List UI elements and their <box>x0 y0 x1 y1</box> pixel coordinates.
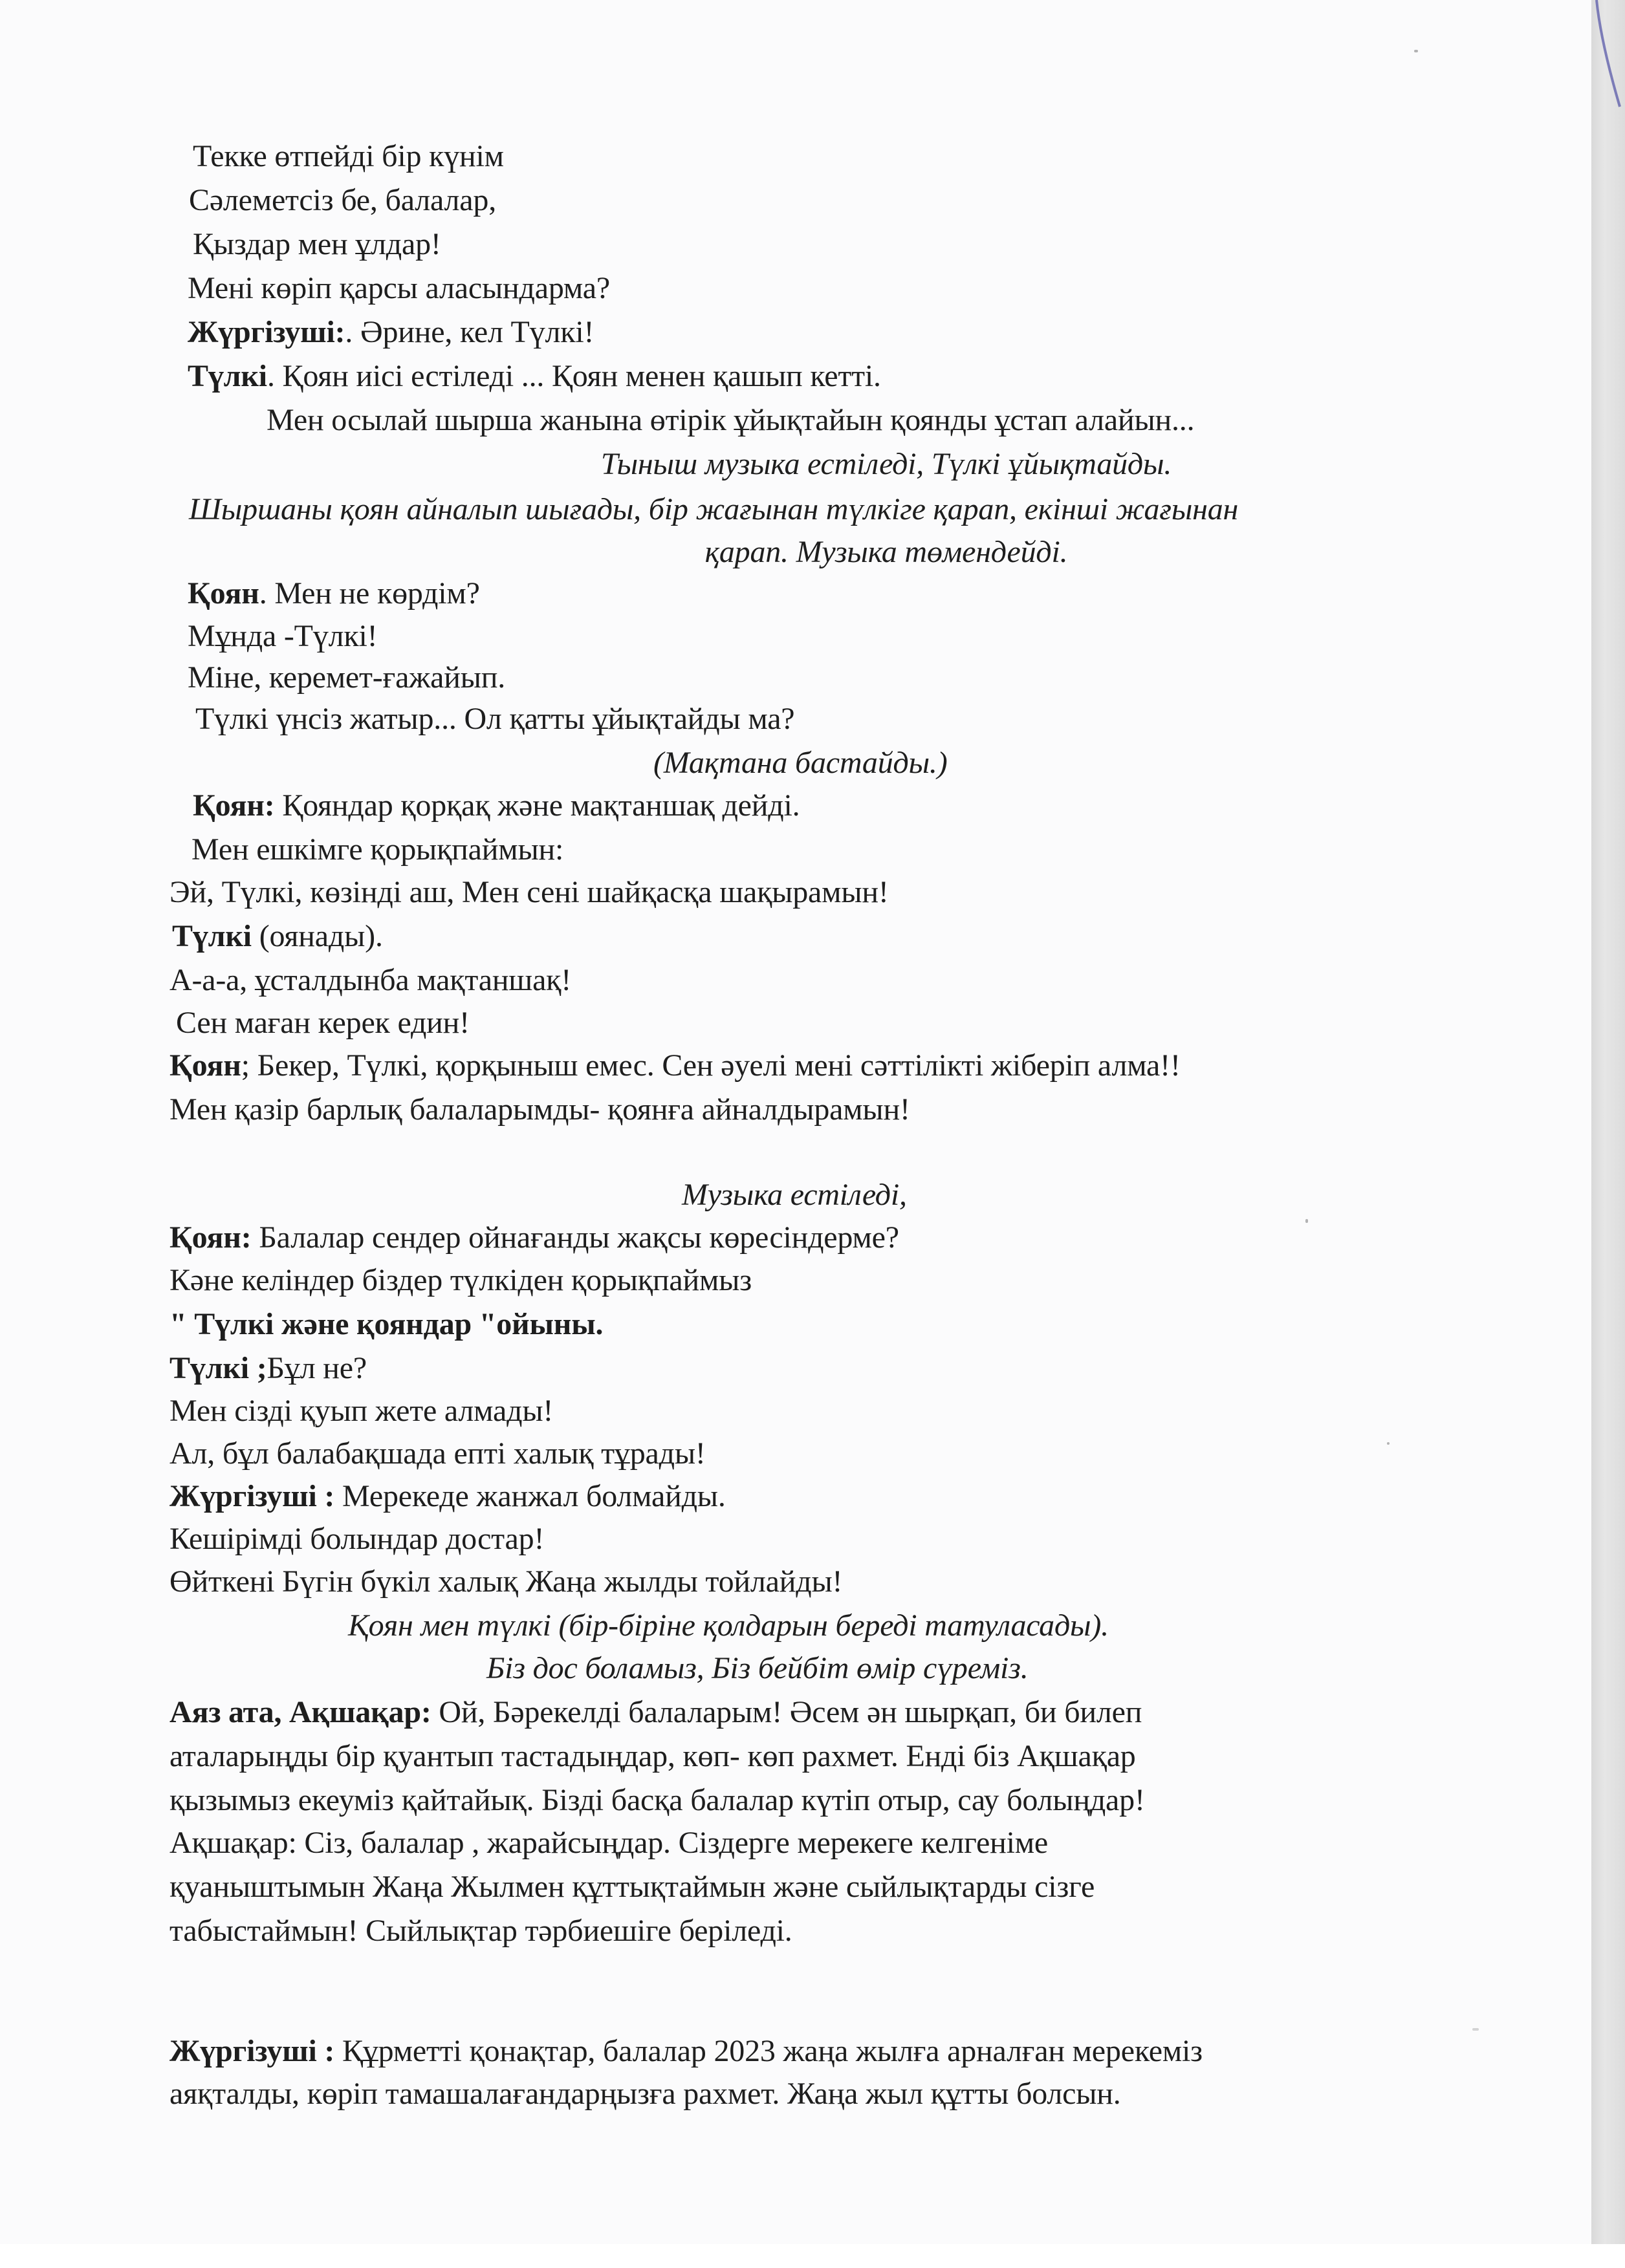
scan-speck <box>1472 2028 1479 2031</box>
script-line: Қыздар мен ұлдар! <box>193 227 441 261</box>
scan-speck <box>1387 1442 1390 1445</box>
speaker-label: Түлкі ; <box>169 1351 267 1385</box>
dialogue-line <box>169 2033 1203 2069</box>
script-line: Мені көріп қарсы аласындарма? <box>188 271 610 305</box>
stage-direction: Қоян мен түлкі (бір-біріне қолдарын береді татуласады). <box>348 1608 1109 1643</box>
dialogue-line <box>193 788 800 824</box>
scanner-edge-strip <box>1591 0 1625 2244</box>
speaker-label: Қоян: <box>169 1220 252 1255</box>
line-text: . Мен не көрдім? <box>259 576 480 610</box>
script-line: Ал, бұл балабақшада епті халық тұрады! <box>169 1436 706 1471</box>
script-line: Мен осылай шырша жанына өтірік ұйықтайын қоянды ұстап алайын... <box>267 403 1195 437</box>
script-line: А-а-а, ұсталдынба мақтаншақ! <box>169 963 572 997</box>
speaker-label: Жүргізуші : <box>169 2034 335 2068</box>
script-line: табыстаймын! Сыйлықтар тәрбиешіге беріледі. <box>169 1914 792 1948</box>
dialogue-line <box>169 1694 1142 1731</box>
script-line: Мен сізді қуып жете алмады! <box>169 1394 554 1428</box>
script-line: Кәне келіндер біздер түлкіден қорықпаймыз <box>169 1263 752 1297</box>
script-line: Эй, Түлкі, көзінді аш, Мен сені шайқасқа шақырамын! <box>169 875 889 909</box>
script-line: Түлкі үнсіз жатыр... Ол қатты ұйықтайды ма? <box>195 702 795 736</box>
dialogue-line <box>169 1350 367 1387</box>
speaker-label: Қоян: <box>193 788 275 823</box>
scan-speck <box>1305 1219 1308 1223</box>
line-text: Құрметті қонақтар, балалар 2023 жаңа жылға арналған мерекеміз <box>334 2034 1203 2068</box>
line-text: Мерекеде жанжал болмайды. <box>334 1479 726 1513</box>
game-title: " Түлкі және қояндар "ойыны. <box>169 1307 604 1341</box>
dialogue-line <box>172 918 383 955</box>
speaker-label: Аяз ата, Ақшақар: <box>169 1695 431 1729</box>
script-line: аяқталды, көріп тамашалағандарңызға рахмет. Жаңа жыл құтты болсын. <box>169 2077 1121 2111</box>
dialogue-line <box>169 1048 1181 1084</box>
line-text: Балалар сендер ойнағанды жақсы көресіндерме? <box>251 1220 899 1255</box>
line-text: ; Бекер, Түлкі, қорқыныш емес. Сен әуелі мені сәттілікті жіберіп алма!! <box>241 1048 1181 1083</box>
dialogue-line <box>188 576 480 612</box>
script-line: Сәлеметсіз бе, балалар, <box>189 183 497 217</box>
speaker-label: Қоян <box>188 576 259 610</box>
line-text: Қояндар қорқақ және мақтаншақ дейді. <box>274 788 800 823</box>
dialogue-line <box>188 314 594 351</box>
dialogue-line <box>188 358 881 394</box>
speaker-label: Түлкі <box>188 359 267 393</box>
script-line: Кешірімді болындар достар! <box>169 1522 545 1556</box>
speaker-label: Түлкі <box>172 919 252 953</box>
line-text: Ой, Бәрекелді балаларым! Әсем ән шырқап, би билеп <box>431 1695 1142 1729</box>
scan-speck <box>1414 50 1418 52</box>
line-text: . Әрине, кел Түлкі! <box>345 315 594 349</box>
line-text: . Қоян иісі естіледі ... Қоян менен қашып кетті. <box>267 359 881 393</box>
script-line: қуаныштымын Жаңа Жылмен құттықтаймын және сыйлықтарды сізге <box>169 1870 1095 1904</box>
speaker-label: Жүргізуші : <box>169 1479 335 1513</box>
script-line: Ақшақар: Сіз, балалар , жарайсыңдар. Сіздерге мерекеге келгеніме <box>169 1826 1048 1860</box>
script-line: Мен ешкімге қорықпаймын: <box>191 832 564 867</box>
script-line: Сен маған керек един! <box>176 1006 470 1040</box>
script-line: Міне, керемет-ғажайып. <box>188 660 506 695</box>
stage-direction: (Мақтана бастайды.) <box>653 746 948 780</box>
dialogue-line <box>169 1220 899 1256</box>
script-line: Текке өтпейді бір күнім <box>193 139 504 173</box>
stage-direction: Біз дос боламыз, Біз бейбіт өмір сүреміз. <box>486 1651 1029 1685</box>
stage-direction: Тыныш музыка естіледі, Түлкі ұйықтайды. <box>600 447 1172 481</box>
stage-direction: Музыка естіледі, <box>682 1178 907 1212</box>
speaker-label: Қоян <box>169 1048 241 1083</box>
line-text: (оянады). <box>251 919 383 953</box>
script-line: аталарыңды бір қуантып тастадыңдар, көп- көп рахмет. Енді біз Ақшақар <box>169 1739 1136 1773</box>
script-line: Мен қазір барлық балаларымды- қоянға айналдырамын! <box>169 1092 910 1127</box>
script-line: Мұнда -Түлкі! <box>188 619 378 653</box>
pen-mark <box>1591 0 1625 129</box>
script-line: Өйткені Бүгін бүкіл халық Жаңа жылды тойлайды! <box>169 1564 843 1599</box>
line-text: Бұл не? <box>267 1351 367 1385</box>
stage-direction: Шыршаны қоян айналып шығады, бір жағынан түлкіге қарап, екінші жағынан <box>189 492 1239 526</box>
dialogue-line <box>169 1478 726 1515</box>
speaker-label: Жүргізуші: <box>188 315 345 349</box>
stage-direction: қарап. Музыка төмендейді. <box>704 535 1068 569</box>
script-line: қызымыз екеуміз қайтайық. Бізді басқа балалар күтіп отыр, сау болыңдар! <box>169 1783 1145 1817</box>
